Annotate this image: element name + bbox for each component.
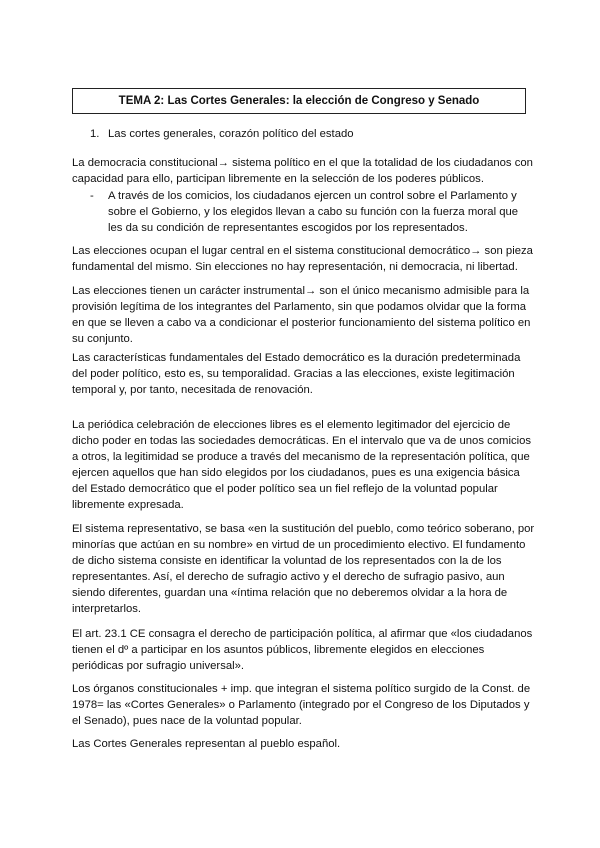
text-line: Las elecciones tienen un carácter instrumental→ son el único mecanismo admisible para la [72,285,530,297]
text-line: el Senado), pues nace de la voluntad popular. [72,715,302,727]
text-line: Los órganos constitucionales + imp. que integran el sistema político surgido de la Const. de [72,683,531,695]
text-line: fundamental del mismo. Sin elecciones no hay representación, ni democracia, ni libertad. [72,261,518,273]
text-line: dicho poder en todas las sociedades democráticas. En el intervalo que va de unos comicios [72,435,532,447]
text-line: 1978= las «Cortes Generales» o Parlamento (integrado por el Congreso de los Diputados y [72,699,530,711]
text-line: interpretarlos. [72,603,142,615]
document-title: TEMA 2: Las Cortes Generales: la elección de Congreso y Senado [118,95,480,107]
text-line: temporal y, por tanto, necesitada de renovación. [72,384,313,396]
text-line: El sistema representativo, se basa «en la sustitución del pueblo, como teórico soberano, por [72,523,535,535]
text-line: de dicho sistema consiste en identificar la voluntad de los representados con la de los [72,555,502,567]
text-line: La periódica celebración de elecciones libres es el elemento legitimador del ejercicio de [72,419,511,431]
text-line: Las características fundamentales del Estado democrático es la duración predeterminada [72,352,521,364]
paragraph [72,283,542,347]
text-line: del Estado democrático que el poder político sea un fiel reflejo de la voluntad popular [72,483,498,495]
document-title-box [72,88,526,114]
paragraph [72,243,542,275]
text-line: representantes. Así, el derecho de sufragio activo y el derecho de sufragio pasivo, aun [72,571,505,583]
paragraph [72,350,542,398]
text-line: en que se lleven a cabo va a condicionar el posterior funcionamiento del sistema político en [72,317,531,329]
bullet-item [90,188,518,236]
text-line: del poder político, esto es, su temporalidad. Gracias a las elecciones, existe legitimación [72,368,515,380]
section-label: Las cortes generales, corazón político del estado [108,128,354,140]
text-line: tienen el dº a participar en los asuntos públicos, libremente elegidos en elecciones [72,644,485,656]
text-line: sobre el Gobierno, y los elegidos llevan a cabo su función con la fuerza moral que [108,206,519,218]
section-number: 1. [90,128,100,140]
text-line: La democracia constitucional→ sistema político en el que la totalidad de los ciudadanos con [72,157,533,169]
text-line: periódicas por sufragio universal». [72,660,245,672]
text-line: Las Cortes Generales representan al pueblo español. [72,738,341,750]
paragraph [72,521,542,617]
text-line: siendo diferentes, guardan una «íntima relación que no deberemos olvidar a la hora de [72,587,508,599]
text-line: capacidad para ello, participan libremente en la selección de los poderes públicos. [72,173,484,185]
paragraph [72,417,542,513]
paragraph [72,736,542,752]
text-line: A través de los comicios, los ciudadanos ejercen un control sobre el Parlamento y [108,190,517,202]
paragraph [72,155,542,187]
paragraph [72,681,542,729]
text-line: El art. 23.1 CE consagra el derecho de participación política, al afirmar que «los ciudadanos [72,628,533,640]
text-line: a otros, la legitimidad se produce a través del mecanismo de la representación política, que [72,451,530,463]
text-line: minorías que actúan en su nombre» en virtud de un procedimiento electivo. El fundamento [72,539,526,551]
text-line: Las elecciones ocupan el lugar central en el sistema constitucional democrático→ son pieza [72,245,533,257]
text-line: provisión legítima de los integrantes del Parlamento, sin que podamos olvidar que la forma [72,301,527,313]
bullet-marker: - [90,190,94,202]
text-line: les da su condición de representantes escogidos por los representados. [108,222,468,234]
paragraph [72,626,542,674]
text-line: libremente expresada. [72,499,184,511]
text-line: su conjunto. [72,333,133,345]
section-heading [90,126,354,142]
text-line: ejercen aquellos que han sido elegidos por los ciudadanos, pues es una exigencia básica [72,467,520,479]
